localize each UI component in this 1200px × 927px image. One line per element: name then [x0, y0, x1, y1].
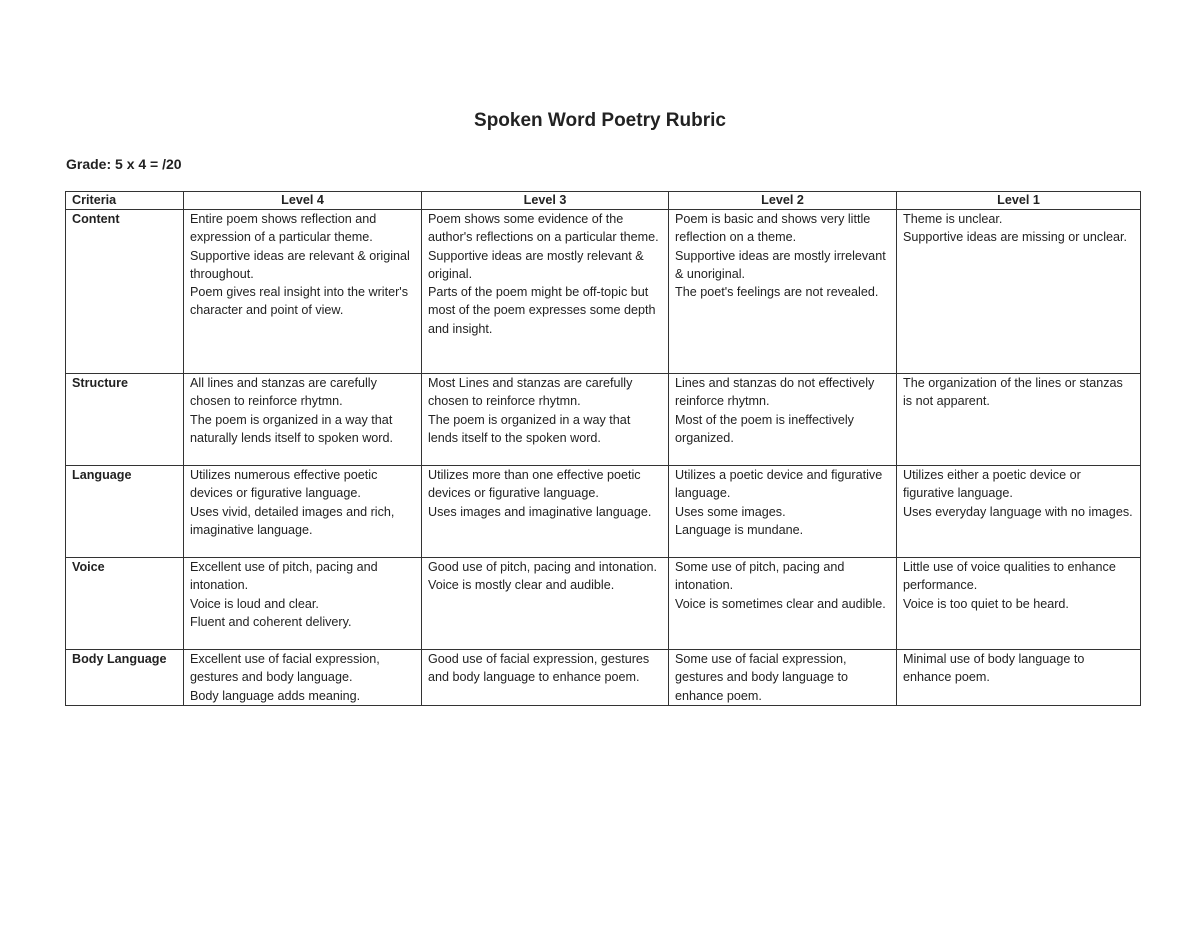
body-language-level-2-cell [669, 650, 897, 706]
criterion-content: Content [66, 210, 184, 374]
table-row [66, 210, 1141, 374]
structure-level-3-cell [422, 374, 669, 466]
table-header-row [66, 192, 1141, 210]
table-row [66, 466, 1141, 558]
header-level-1: Level 1 [897, 192, 1141, 210]
language-level-1-cell [897, 466, 1141, 558]
cell-text: Language is mundane. [675, 522, 804, 537]
table-row [66, 558, 1141, 650]
cell-text: Utilizes more than one effective poetic devices or figurative language. [428, 468, 641, 501]
cell-text: Supportive ideas are missing or unclear. [903, 230, 1128, 245]
voice-level-1-cell [897, 558, 1141, 650]
cell-text: All lines and stanzas are carefully chosen to reinforce rhytmn. [190, 376, 377, 409]
cell-text: Uses images and imaginative language. [428, 504, 652, 519]
cell-text: Uses everyday language with no images. [903, 504, 1133, 519]
structure-level-2-cell [669, 374, 897, 466]
cell-text: Little use of voice qualities to enhance performance. [903, 560, 1116, 593]
cell-text: Minimal use of body language to enhance poem. [903, 652, 1085, 685]
cell-text: Utilizes either a poetic device or figurative language. [903, 468, 1081, 501]
table-row [66, 650, 1141, 706]
cell-text: Most of the poem is ineffectively organized. [675, 412, 854, 445]
cell-text: Supportive ideas are relevant & original throughout. [190, 248, 410, 281]
header-criteria: Criteria [66, 192, 184, 210]
cell-text: Some use of facial expression, gestures and body language to enhance poem. [675, 652, 848, 703]
header-level-3: Level 3 [422, 192, 669, 210]
cell-text: The poem is organized in a way that lends itself to the spoken word. [428, 412, 631, 445]
voice-level-4-cell [184, 558, 422, 650]
criterion-body-language: Body Language [66, 650, 184, 706]
content-level-2-cell [669, 210, 897, 374]
cell-text: Voice is mostly clear and audible. [428, 578, 615, 593]
content-level-4-cell [184, 210, 422, 374]
cell-text: Poem gives real insight into the writer's character and point of view. [190, 285, 408, 318]
rubric-table [65, 191, 1141, 706]
criterion-structure: Structure [66, 374, 184, 466]
body-language-level-3-cell [422, 650, 669, 706]
cell-text: Good use of facial expression, gestures and body language to enhance poem. [428, 652, 650, 685]
cell-text: Poem is basic and shows very little reflection on a theme. [675, 212, 871, 245]
content-level-3-cell [422, 210, 669, 374]
language-level-2-cell [669, 466, 897, 558]
cell-text: Supportive ideas are mostly relevant & original. [428, 248, 644, 281]
cell-text: The poem is organized in a way that naturally lends itself to spoken word. [190, 412, 394, 445]
cell-text: Voice is loud and clear. [190, 596, 319, 611]
cell-text: Good use of pitch, pacing and intonation. [428, 560, 657, 574]
page-title: Spoken Word Poetry Rubric [474, 110, 726, 131]
header-level-4: Level 4 [184, 192, 422, 210]
voice-level-2-cell [669, 558, 897, 650]
table-row [66, 374, 1141, 466]
cell-text: Utilizes numerous effective poetic devices or figurative language. [190, 468, 378, 501]
cell-text: Entire poem shows reflection and expression of a particular theme. [190, 212, 377, 245]
structure-level-4-cell [184, 374, 422, 466]
language-level-3-cell [422, 466, 669, 558]
content-level-1-cell [897, 210, 1141, 374]
cell-text: The poet's feelings are not revealed. [675, 285, 879, 300]
grade-formula: Grade: 5 x 4 = /20 [66, 156, 182, 172]
cell-text: Excellent use of facial expression, gestures and body language. [190, 652, 380, 685]
body-language-level-4-cell [184, 650, 422, 706]
cell-text: Uses some images. [675, 504, 786, 519]
cell-text: Excellent use of pitch, pacing and intonation. [190, 560, 378, 593]
criterion-language: Language [66, 466, 184, 558]
cell-text: Body language adds meaning. [190, 688, 361, 703]
cell-text: The organization of the lines or stanzas is not apparent. [903, 376, 1123, 409]
cell-text: Utilizes a poetic device and figurative language. [675, 468, 883, 501]
structure-level-1-cell [897, 374, 1141, 466]
cell-text: Theme is unclear. [903, 212, 1003, 226]
voice-level-3-cell [422, 558, 669, 650]
cell-text: Uses vivid, detailed images and rich, imaginative language. [190, 504, 395, 537]
cell-text: Poem shows some evidence of the author's reflections on a particular theme. [428, 212, 659, 245]
cell-text: Fluent and coherent delivery. [190, 614, 352, 629]
cell-text: Some use of pitch, pacing and intonation. [675, 560, 845, 593]
body-language-level-1-cell [897, 650, 1141, 706]
criterion-voice: Voice [66, 558, 184, 650]
language-level-4-cell [184, 466, 422, 558]
cell-text: Lines and stanzas do not effectively reinforce rhytmn. [675, 376, 875, 409]
cell-text: Supportive ideas are mostly irrelevant & unoriginal. [675, 248, 886, 281]
cell-text: Voice is too quiet to be heard. [903, 596, 1069, 611]
header-level-2: Level 2 [669, 192, 897, 210]
cell-text: Voice is sometimes clear and audible. [675, 596, 886, 611]
cell-text: Most Lines and stanzas are carefully chosen to reinforce rhytmn. [428, 376, 633, 409]
cell-text: Parts of the poem might be off-topic but most of the poem expresses some depth and insight. [428, 285, 656, 336]
